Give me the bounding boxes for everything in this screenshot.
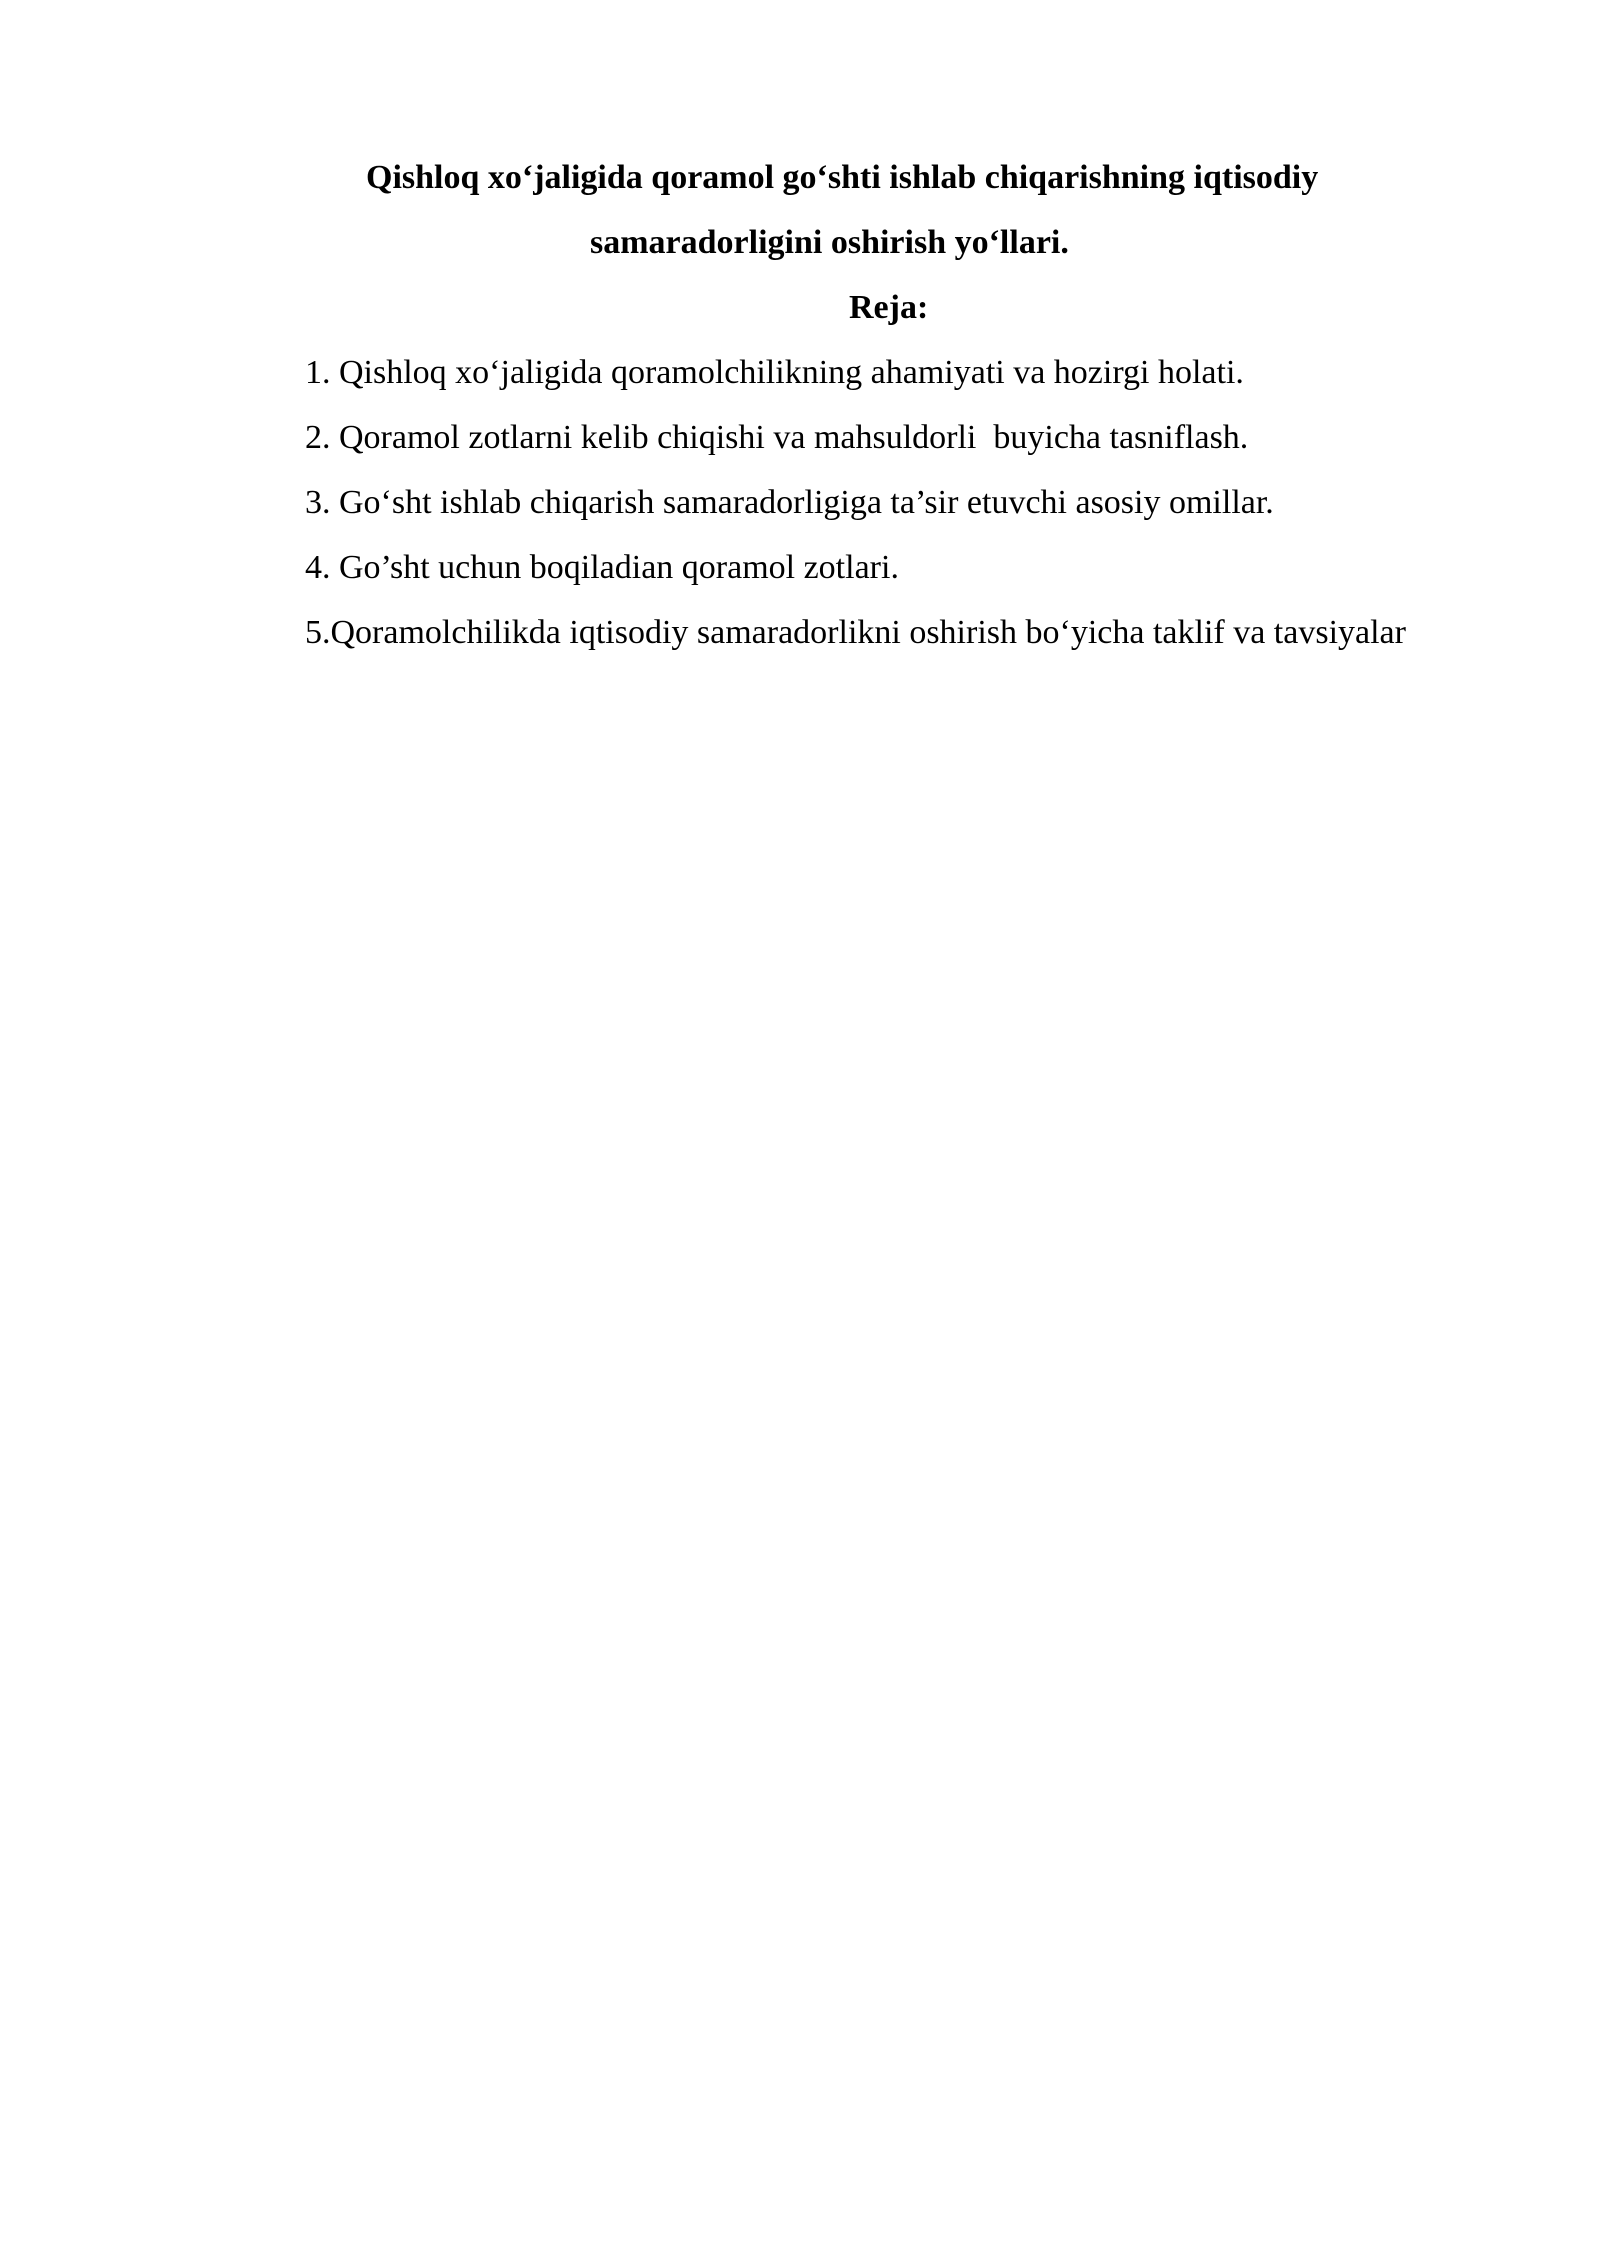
document-title-line-2: samaradorligini oshirish yo‘llari. xyxy=(590,224,1069,261)
plan-item-5: 5.Qoramolchilikda iqtisodiy samaradorlikni oshirish bo‘yicha taklif va tavsiyalar xyxy=(305,614,1406,651)
plan-item-4: 4. Go’sht uchun boqiladian qoramol zotlari. xyxy=(305,549,899,586)
plan-item-3: 3. Go‘sht ishlab chiqarish samaradorligiga ta’sir etuvchi asosiy omillar. xyxy=(305,484,1274,521)
plan-list xyxy=(229,340,1477,665)
plan-item-2: 2. Qoramol zotlarni kelib chiqishi va mahsuldorli buyicha tasniflash. xyxy=(305,419,1249,456)
document-title-line-1: Qishloq xo‘jaligida qoramol go‘shti ishlab chiqarishning iqtisodiy xyxy=(366,159,1319,196)
plan-heading: Reja: xyxy=(849,289,929,326)
plan-item-1: 1. Qishloq xo‘jaligida qoramolchilikning ahamiyati va hozirgi holati. xyxy=(305,354,1244,391)
document-body xyxy=(229,145,1477,665)
